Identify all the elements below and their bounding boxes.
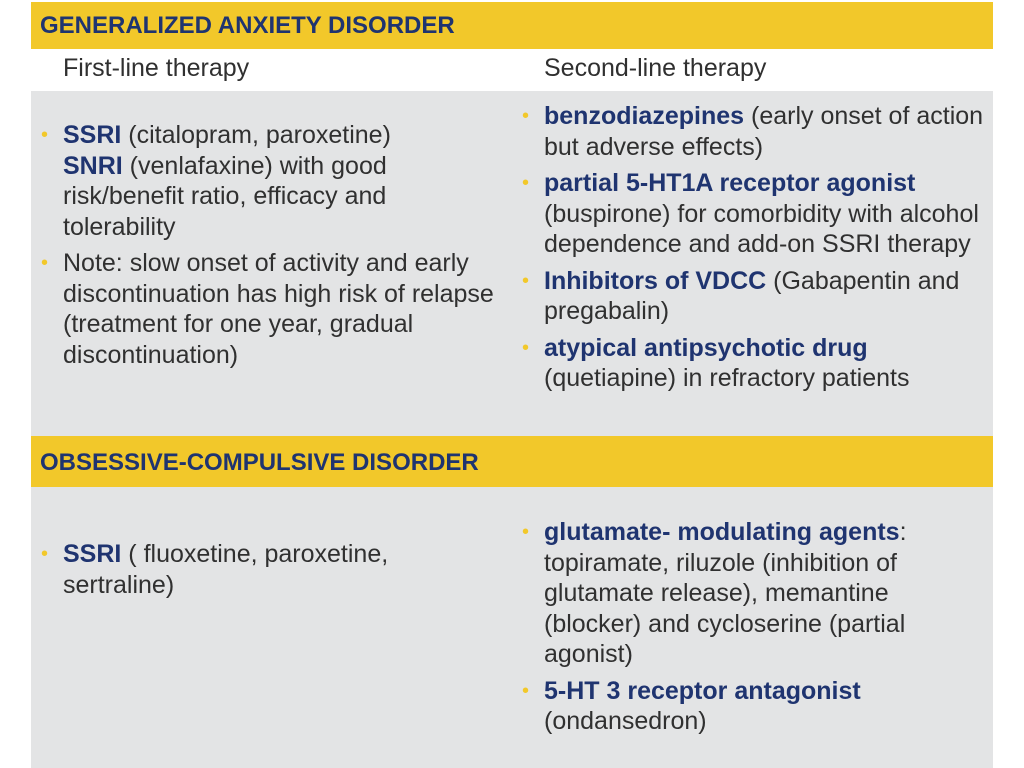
- bullet-icon: •: [522, 105, 530, 127]
- bullet-icon: •: [41, 252, 49, 274]
- list-item: [522, 101, 984, 162]
- bullet-icon: •: [522, 269, 530, 292]
- drug-class-keyword: SNRI: [63, 151, 123, 180]
- list-item: [522, 266, 984, 327]
- drug-class-keyword: Inhibitors of VDCC: [544, 266, 767, 295]
- first-line-therapy-header: First-line therapy: [63, 54, 250, 82]
- ocd-first-line-list: [41, 539, 503, 606]
- ocd-section-title: OBSESSIVE-COMPULSIVE DISORDER: [31, 436, 993, 487]
- item-text: (citalopram, paroxetine): [121, 121, 391, 149]
- list-item: [41, 539, 503, 600]
- list-item: [522, 517, 984, 670]
- ocd-second-line-list: [522, 517, 984, 743]
- drug-class-keyword: atypical antipsychotic drug: [544, 333, 868, 362]
- item-text: (ondansedron): [544, 707, 707, 735]
- bullet-icon: •: [522, 679, 530, 702]
- item-text: (venlafaxine) with good risk/benefit ratio, efficacy and tolerability: [63, 151, 387, 241]
- item-text: (quetiapine) in refractory patients: [544, 364, 910, 392]
- second-line-therapy-header: Second-line therapy: [544, 54, 767, 82]
- drug-class-keyword: SSRI: [63, 121, 122, 149]
- list-item: [41, 248, 503, 370]
- bullet-icon: •: [522, 521, 530, 543]
- item-text: Note: slow onset of activity and early discontinuation has high risk of relapse (treatment for one year, gradual discontinuation): [63, 249, 494, 369]
- gad-first-line-list: [41, 120, 503, 376]
- bullet-icon: •: [522, 172, 530, 194]
- drug-class-keyword: benzodiazepines: [544, 102, 745, 130]
- bullet-icon: •: [41, 543, 49, 565]
- item-text: ( fluoxetine, paroxetine, sertraline): [63, 540, 389, 599]
- gad-second-line-list: [522, 101, 984, 400]
- item-text: (early onset of action but adverse effects): [544, 102, 984, 161]
- drug-class-keyword: SSRI: [63, 540, 122, 568]
- list-item: [522, 676, 984, 737]
- bullet-icon: •: [522, 336, 530, 359]
- drug-class-keyword: partial 5-HT1A receptor agonist: [544, 169, 916, 197]
- item-text: (Gabapentin and pregabalin): [544, 266, 960, 325]
- list-item: [522, 168, 984, 260]
- list-item: [41, 120, 503, 242]
- bullet-icon: •: [41, 124, 49, 146]
- item-text: (buspirone) for comorbidity with alcohol dependence and add-on SSRI therapy: [544, 199, 979, 258]
- list-item: [522, 333, 984, 394]
- drug-class-keyword: 5-HT 3 receptor antagonist: [544, 676, 861, 705]
- gad-section-title: GENERALIZED ANXIETY DISORDER: [31, 2, 993, 49]
- drug-class-keyword: glutamate- modulating agents: [544, 518, 900, 546]
- item-text: : topiramate, riluzole (inhibition of glutamate release), memantine (blocker) and cycloserine (partial agonist): [544, 518, 907, 668]
